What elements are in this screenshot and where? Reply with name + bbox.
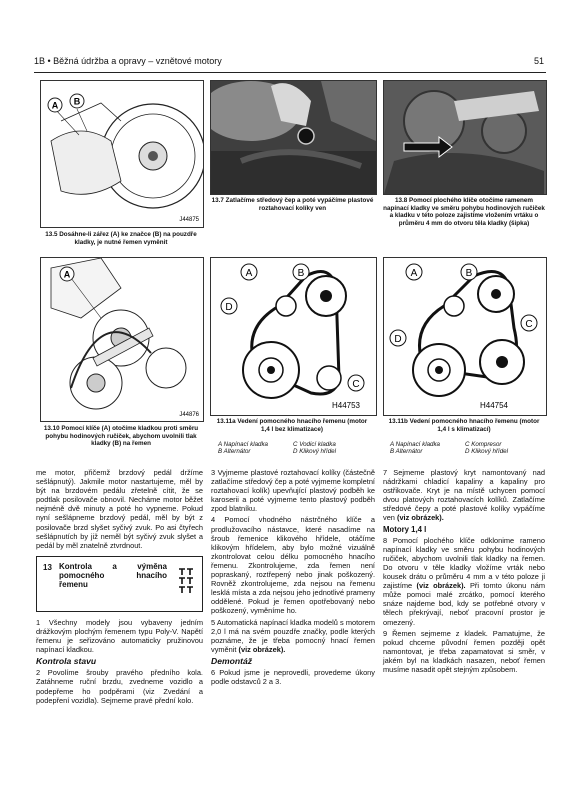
figure-13-10	[40, 257, 204, 422]
paragraph: 4 Pomocí vhodného nástrčného klíče a prodlužovacího nástavce, které nasadíme na šroub řemenice klikového hřídele, otáčíme klikovým hřídelem, aby bylo možné vizuálně zkontrolovat celou délku pomocného hnacího řemenu. Zkontrolujeme, zda řemen není popraskaný, roztřepený nebo jinak poškozený. Rovněž zkontrolujeme, zda nejsou na řemenu lesklá místa a zda nejsou jeho jednotlivé prameny oddělené. Pokud je řemen opotřebovaný nebo poškozený, vyměníme ho.	[211, 515, 375, 616]
figure-13-11a	[210, 257, 377, 416]
section-number: 13	[43, 562, 52, 572]
label-c: C	[352, 379, 360, 390]
text-column-3	[383, 468, 545, 676]
label-b: B	[297, 268, 305, 279]
text-column-1	[36, 468, 203, 707]
figure-13-11b	[383, 257, 547, 416]
paragraph: 9 Řemen sejmeme z kladek. Pamatujme, že pokud chceme původní řemen později opět namontovat, je třeba zapamatovat si směr, v jakém byl na kladkách nasazen, neboť řemen musíme nasadit opět stejným způsobem.	[383, 628, 545, 674]
figure-code: J44876	[179, 412, 199, 418]
figure-13-7	[210, 80, 377, 195]
paragraph-text: 5 Automatická napínací kladka modelů s motorem 2,0 l má na svém pouzdře značky, podle kterých poznáme, že je třeba pomocný hnací řemen vyměnit	[211, 617, 375, 654]
legend-item: A Napínací kladka	[218, 441, 268, 448]
caption-13-10: 13.10 Pomocí klíče (A) otočíme kladkou proti směru pohybu hodinových ručiček, abychom uvolnili tlak kladky (B) na řemen	[43, 425, 199, 447]
subheading-motory: Motory 1,4 l	[383, 524, 427, 534]
figure-code: J44875	[179, 217, 199, 223]
subheading-kontrola: Kontrola stavu	[36, 656, 97, 667]
paragraph: 6 Pokud jsme je neprovedli, provedeme úkony podle odstavců 2 a 3.	[211, 667, 375, 687]
page-number: 51	[533, 56, 544, 66]
section-title: Kontrola a výměna pomocného hnacího řemenu	[59, 561, 167, 589]
paragraph	[211, 618, 375, 654]
caption-13-11b: 13.11b Vedení pomocného hnacího řemenu (motor 1,4 l s klimatizací)	[388, 418, 540, 433]
figure-reference: (viz obrázek).	[238, 644, 286, 654]
legend-item: C Vodicí kladka	[293, 441, 336, 448]
label-a: A	[63, 269, 71, 280]
caption-13-8: 13.8 Pomocí plochého klíče otočíme ramenem napínací kladky ve směru pohybu hodinových ručiček a kladku v této poloze zajistíme vložením vrtáku o průměru 4 mm do otvoru těla kladky (šipka)	[383, 197, 545, 227]
legend-item: B Alternátor	[390, 448, 423, 456]
paragraph: 3 Vyjmeme plastové roztahovací kolíky (částečně zatlačíme středový čep a poté vyjmeme kompletní roztahovací kolík) upevňující plastový podběh ke karoserii a poté vyjmeme tento plastový podběh zpod blatníku.	[211, 468, 375, 514]
paragraph	[383, 536, 545, 627]
caption-13-5: 13.5 Dosáhne-li zářez (A) ke značce (B) na pouzdře kladky, je nutné řemen vyměnit	[45, 231, 197, 246]
label-d: D	[225, 302, 233, 313]
legend-item: C Kompresor	[465, 441, 502, 448]
figure-reference: (viz obrázek).	[416, 581, 466, 591]
legend-item: D Klikový hřídel	[293, 448, 336, 456]
paragraph-text: 7 Sejmeme plastový kryt namontovaný nad nádržkami chladicí kapaliny a kapaliny pro ostřikovače. Kryt je na místě uchycen pomocí dvou platových roztahovacích kolíků. Zatlačíme středové čepy a poté plastové kolíky vypáčíme ven	[383, 468, 545, 523]
running-head: 1B • Běžná údržba a opravy – vznětové motory	[34, 56, 222, 66]
label-b: B	[73, 96, 81, 107]
caption-13-7: 13.7 Zatlačíme středový čep a poté vypáčíme plastové roztahovací kolíky ven	[211, 197, 374, 212]
label-a: A	[410, 268, 418, 279]
subheading-demontaz: Demontáž	[211, 655, 253, 666]
header-rule	[34, 72, 546, 73]
text-column-2	[211, 468, 375, 688]
paragraph: 1 Všechny modely jsou vybaveny jedním drážkovým plochým řemenem typu Poly-V. Napětí řemenu je seřizováno automaticky pružinovou napínací kladkou.	[36, 617, 203, 655]
section-header-box	[36, 556, 203, 612]
figure-code: H44754	[479, 401, 509, 410]
figure-13-8	[383, 80, 547, 195]
label-d: D	[394, 334, 402, 345]
label-a: A	[245, 268, 253, 279]
figure-reference: (viz obrázek).	[396, 513, 444, 523]
caption-13-11a: 13.11a Vedení pomocného hnacího řemenu (motor 1,4 l bez klimatizace)	[216, 418, 368, 433]
legend-item: A Napínací kladka	[390, 441, 440, 448]
paragraph-text: Při tomto úkonu nám může pomoci malé zrcátko, pomocí kterého snáze najdeme bod, kdy se potřebné otvory v tělech překrývají, neboť pracovní prostor je omezený.	[383, 581, 545, 627]
paragraph	[383, 468, 545, 523]
label-c: C	[525, 319, 533, 330]
paragraph: me motor, přičemž brzdový pedál držíme sešlápnutý). Jakmile motor nastartujeme, měl by být na brzdovém pedálu zřetelně cítit, že se podtlak posilovače obnovil. Necháme motor běžet nejméně dvě minuty a poté ho vypneme. Pokud nyní sešlápneme brzdový pedál, měl by být z posilovače brzd slyšet syčivý zvuk. Po asi čtyřech sešlápnutích by již neměl být syčivý zvuk slyšet a pedál by měl znatelně ztvrdnout.	[36, 468, 203, 550]
figure-13-5	[40, 80, 204, 228]
page-header	[34, 56, 544, 70]
legend-item: D Klikový hřídel	[465, 448, 508, 456]
figure-code: H44753	[331, 401, 361, 410]
legend-13-11a	[218, 441, 368, 455]
legend-item: B Alternátor	[218, 448, 251, 456]
legend-13-11b	[390, 441, 540, 455]
label-b: B	[465, 268, 473, 279]
difficulty-wrench-icon	[176, 565, 196, 597]
paragraph: 2 Povolíme šrouby pravého předního kola. Zatáhneme ruční brzdu, zvedneme vozidlo a podepřeme ho podpěrami (viz Zvedání a podepření vozidla). Sejmeme pravé přední kolo.	[36, 668, 203, 705]
paragraph-text: 8 Pomocí plochého klíče odklonime rameno napínací kladky ve směru pohybu hodinových ručiček, abychom uvolnili tlak kladky na řemen. Do otvoru v těle kladky vložíme vrták nebo kousek drátu o průměru 4 mm a v této poloze ji zajistíme	[383, 535, 545, 591]
label-a: A	[51, 100, 59, 111]
